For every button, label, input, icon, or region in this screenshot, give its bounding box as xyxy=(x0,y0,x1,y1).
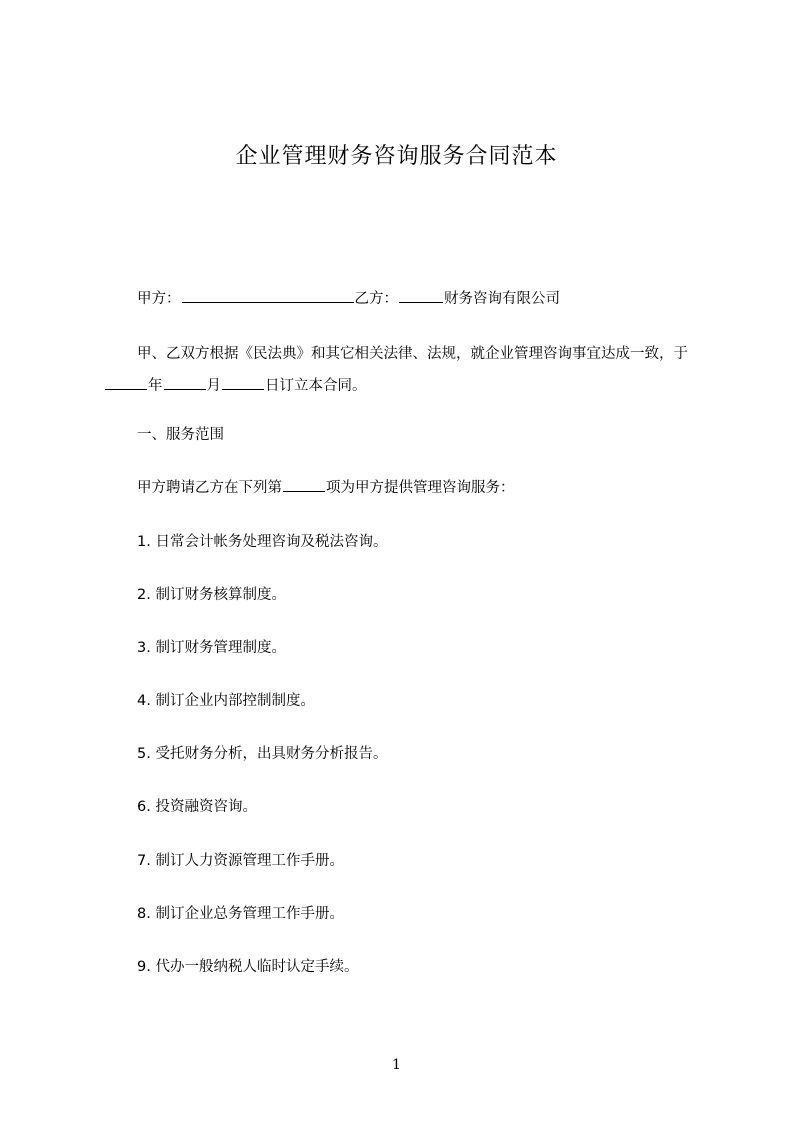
list-item: 8. 制订企业总务管理工作手册。 xyxy=(137,906,344,922)
party-b-blank xyxy=(399,288,443,303)
list-item: 5. 受托财务分析，出具财务分析报告。 xyxy=(137,746,388,762)
year-blank xyxy=(105,375,147,390)
month-blank xyxy=(164,375,206,390)
page-number: 1 xyxy=(392,1057,401,1073)
day-blank xyxy=(222,375,264,390)
list-item: 3. 制订财务管理制度。 xyxy=(137,640,286,656)
scope-prefix: 甲方聘请乙方在下列第 xyxy=(137,480,282,496)
list-item: 1. 日常会计帐务处理咨询及税法咨询。 xyxy=(137,534,388,550)
scope-suffix: 项为甲方提供管理咨询服务： xyxy=(326,480,515,496)
section1-heading: 一、服务范围 xyxy=(137,427,224,443)
intro-day-text: 日订立本合同。 xyxy=(265,378,367,394)
party-a-blank xyxy=(182,288,354,303)
list-item: 9. 代办一般纳税人临时认定手续。 xyxy=(137,959,359,975)
party-a-label: 甲方： xyxy=(137,291,181,307)
intro-month: 月 xyxy=(206,378,221,394)
scope-blank xyxy=(283,477,325,492)
intro-paragraph xyxy=(104,338,704,402)
list-item: 2. 制订财务核算制度。 xyxy=(137,587,286,603)
party-b-label: 乙方： xyxy=(354,291,398,307)
scope-line xyxy=(137,477,515,499)
list-item: 7. 制订人力资源管理工作手册。 xyxy=(137,853,344,869)
list-item: 6. 投资融资咨询。 xyxy=(137,799,257,815)
parties-line xyxy=(137,288,560,310)
intro-year: 年 xyxy=(148,378,163,394)
party-b-name: 财务咨询有限公司 xyxy=(444,291,560,307)
intro-text: 甲、乙双方根据《民法典》和其它相关法律、法规，就企业管理咨询事宜达成一致，于 xyxy=(137,346,688,362)
list-item: 4. 制订企业内部控制制度。 xyxy=(137,693,315,709)
document-title: 企业管理财务咨询服务合同范本 xyxy=(235,144,558,169)
